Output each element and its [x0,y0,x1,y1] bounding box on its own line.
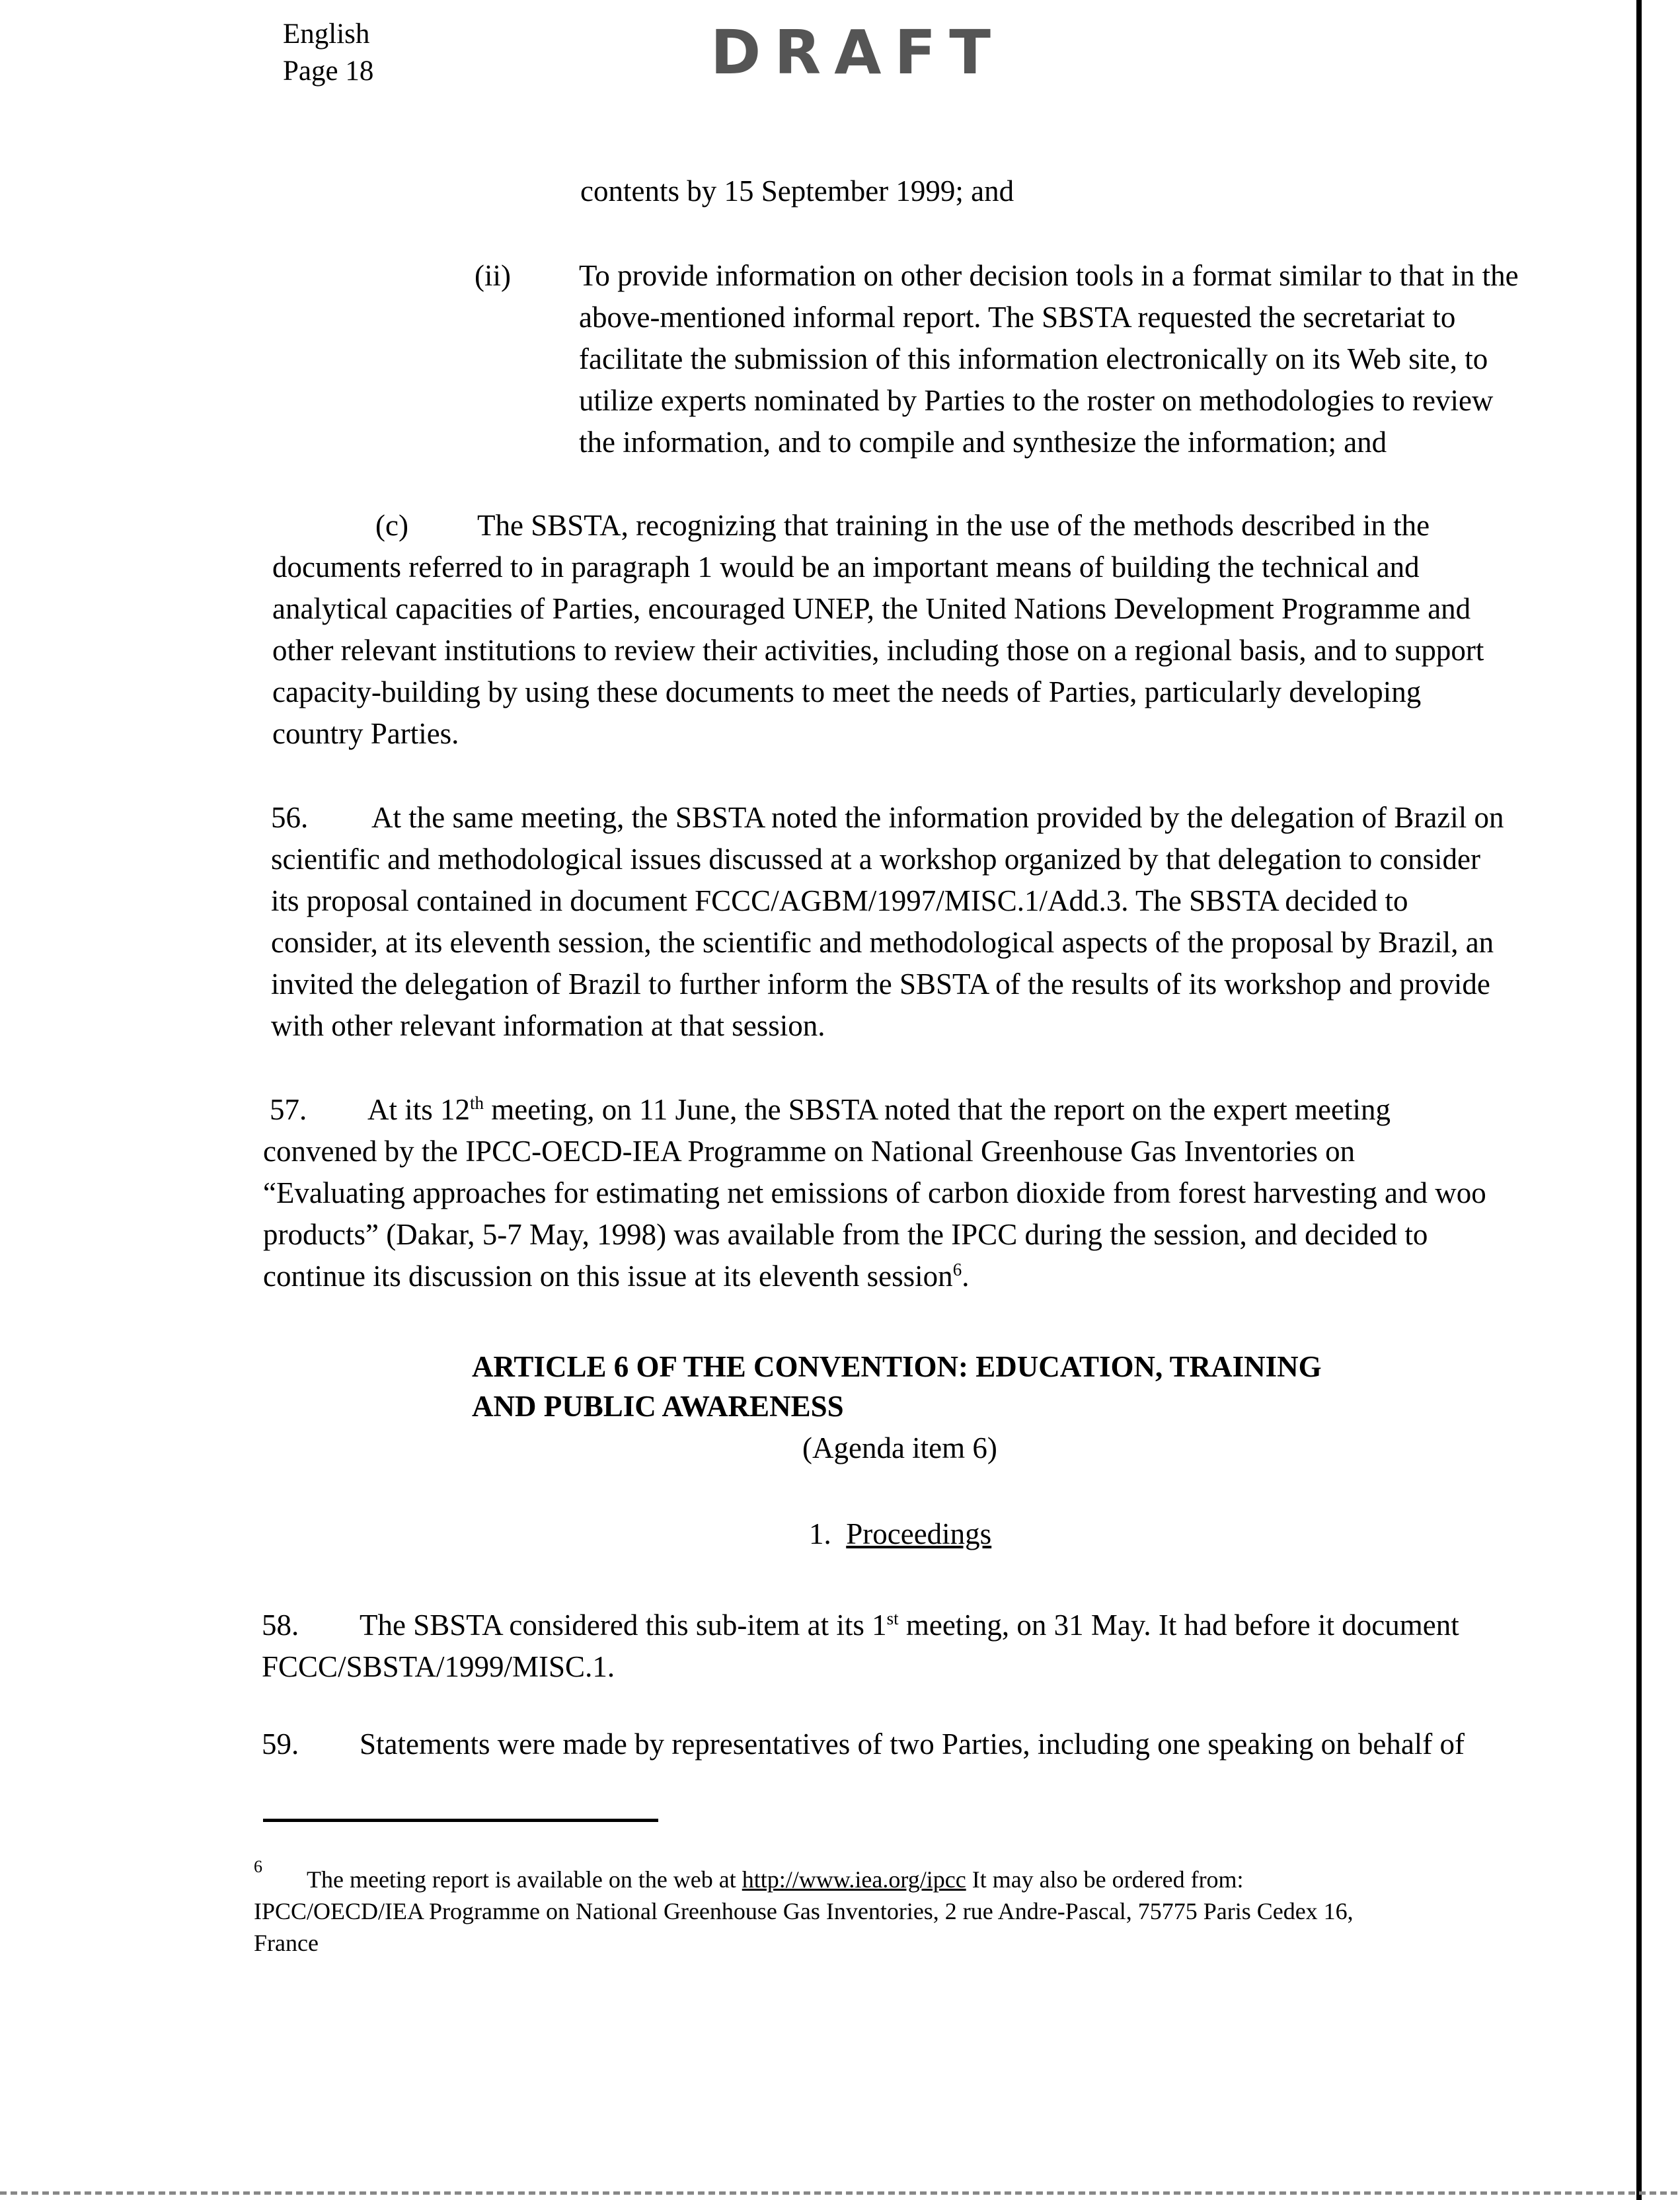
footnote-line-1-end: It may also be ordered from: [966,1866,1244,1893]
para-59-number: 59. [262,1727,299,1761]
para-56-line-5: invited the delegation of Brazil to further inform the SBSTA of the results of its workshop and provide [271,967,1490,1001]
footnote-mark: 6 [254,1857,262,1876]
para-57-line-5-text: continue its discussion on this issue at its eleventh session [263,1260,953,1293]
item-c-line-1: The SBSTA, recognizing that training in the use of the methods described in the [477,509,1430,542]
para-58-number: 58. [262,1609,299,1642]
para-56-line-1: At the same meeting, the SBSTA noted the information provided by the delegation of Brazil on [371,801,1504,834]
header-language: English [283,19,370,50]
para-58-superscript: st [886,1609,899,1628]
para-58-line-1-end: meeting, on 31 May. It had before it document [898,1609,1459,1642]
para-57-period: . [962,1260,970,1293]
para-57-line-1-end: meeting, on 11 June, the SBSTA noted that the report on the expert meeting [484,1093,1391,1126]
footnote-link[interactable]: http://www.iea.org/ipcc [742,1866,966,1893]
scan-bottom-edge [0,2191,1680,2195]
para-58-line-1-start: The SBSTA considered this sub-item at its 1 [360,1609,887,1642]
subsection-title: Proceedings [846,1517,992,1550]
article-6-heading-line-2: AND PUBLIC AWARENESS [472,1390,844,1423]
page-header [283,16,373,90]
para-57-line-1 [367,1089,1391,1131]
item-c-line-2: documents referred to in paragraph 1 would be an important means of building the technical and [272,550,1420,584]
item-ii-line-3: facilitate the submission of this information electronically on its Web site, to [579,342,1488,375]
para-57-line-3: “Evaluating approaches for estimating net emissions of carbon dioxide from forest harvesting and woo [263,1176,1486,1209]
para-56-line-2: scientific and methodological issues discussed at a workshop organized by that delegation to consider [271,843,1480,876]
footnote-line-1 [307,1864,1244,1895]
para-57-line-1-start: At its 12 [367,1093,471,1126]
para-57-line-2: convened by the IPCC-OECD-IEA Programme on National Greenhouse Gas Inventories on [263,1135,1355,1168]
item-ii-line-1: To provide information on other decision tools in a format similar to that in the [579,259,1519,292]
para-57-line-5 [263,1256,969,1297]
footnote-ref-6: 6 [952,1260,962,1279]
para-58-line-2: FCCC/SBSTA/1999/MISC.1. [262,1650,615,1683]
para-58-line-1 [360,1605,1459,1646]
agenda-item: (Agenda item 6) [802,1431,997,1464]
para-59-line-1: Statements were made by representatives of two Parties, including one speaking on behalf of [360,1727,1465,1761]
header-page-number: Page 18 [283,56,374,87]
footnote-line-1-start: The meeting report is available on the web at [307,1866,742,1893]
item-ii-line-4: utilize experts nominated by Parties to the roster on methodologies to review [579,384,1494,417]
item-ii-line-2: above-mentioned informal report. The SBSTA requested the secretariat to [579,301,1456,334]
para-56-line-4: consider, at its eleventh session, the scientific and methodological aspects of the proposal by Brazil, an [271,926,1494,959]
footnote-line-3: France [254,1930,319,1956]
item-c-line-3: analytical capacities of Parties, encouraged UNEP, the United Nations Development Programme and [272,592,1471,625]
subsection-heading [809,1513,991,1555]
draft-watermark: DRAFT [710,17,1005,88]
item-ii-line-5: the information, and to compile and synthesize the information; and [579,426,1387,459]
footnote-rule [263,1819,658,1822]
continuation-line: contents by 15 September 1999; and [580,174,1014,208]
para-57-number: 57. [270,1093,307,1126]
para-57-line-4: products” (Dakar, 5-7 May, 1998) was available from the IPCC during the session, and decided to [263,1218,1428,1251]
para-56-line-3: its proposal contained in document FCCC/AGBM/1997/MISC.1/Add.3. The SBSTA decided to [271,884,1408,917]
item-c-line-5: capacity-building by using these documents to meet the needs of Parties, particularly developing [272,675,1422,708]
para-56-number: 56. [271,801,309,834]
scan-edge-line [1636,0,1642,2200]
item-ii-marker: (ii) [475,259,511,292]
article-6-heading-line-1: ARTICLE 6 OF THE CONVENTION: EDUCATION, TRAINING [472,1350,1322,1383]
para-56-line-6: with other relevant information at that session. [271,1009,825,1042]
item-c-line-4: other relevant institutions to review their activities, including those on a regional basis, and to support [272,634,1484,667]
footnote-line-2: IPCC/OECD/IEA Programme on National Greenhouse Gas Inventories, 2 rue Andre-Pascal, 75775 Paris Cedex 16, [254,1898,1354,1924]
subsection-number: 1. [809,1517,831,1550]
item-c-line-6: country Parties. [272,717,459,750]
para-57-superscript: th [470,1093,484,1113]
item-c-marker: (c) [375,509,408,542]
